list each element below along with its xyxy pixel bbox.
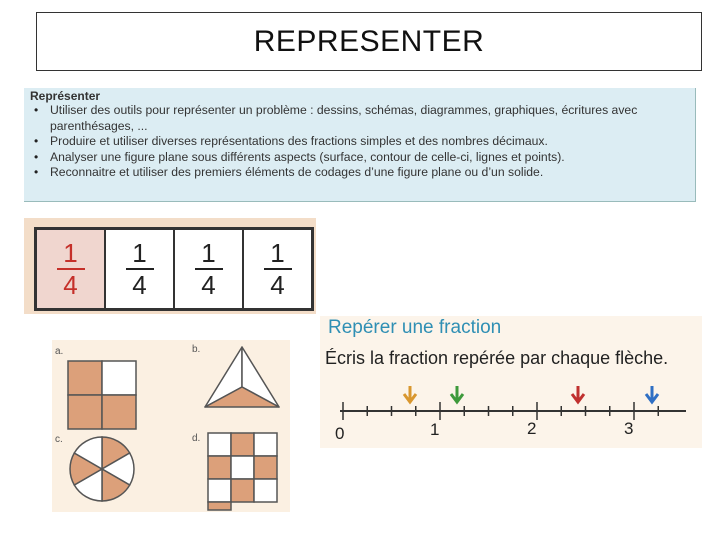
fraction-cell — [244, 230, 311, 308]
shapes-drawing — [52, 340, 290, 512]
competences-panel — [24, 88, 696, 202]
fraction-denominator: 4 — [132, 270, 147, 300]
fraction-cell-shaded — [37, 230, 106, 308]
fraction-numerator: 1 — [201, 238, 216, 268]
shapes-panel — [52, 340, 290, 512]
shape-c-circle — [70, 437, 134, 501]
number-line — [320, 316, 702, 448]
slide-title-box — [36, 12, 702, 71]
fraction-strip — [34, 227, 314, 311]
tick-label-1: 1 — [430, 420, 440, 439]
fraction-numerator: 1 — [63, 238, 78, 268]
shape-label-b: b. — [192, 344, 201, 355]
arrow-marker — [572, 386, 584, 402]
number-line-panel — [320, 316, 702, 448]
shape-label-d: d. — [192, 433, 201, 444]
competences-heading: Représenter — [30, 89, 101, 103]
shape-label-a: a. — [55, 346, 64, 357]
competence-item: • Produire et utiliser diverses représentations des fractions simples et des nombres décimaux. — [50, 134, 689, 150]
shape-label-c: c. — [55, 434, 63, 445]
fraction-numerator: 1 — [132, 238, 147, 268]
competence-item: • Reconnaitre et utiliser des premiers éléments de codages d’une figure plane ou d’un solide. — [50, 165, 689, 181]
tick-label-2: 2 — [527, 419, 537, 438]
tick-label-3: 3 — [624, 419, 634, 438]
competences-list — [30, 103, 689, 181]
fraction-denominator: 4 — [201, 270, 216, 300]
fraction-cell — [175, 230, 244, 308]
shape-b-triangle — [205, 347, 279, 407]
number-line-title: Repérer une fraction — [328, 317, 502, 338]
number-line-instruction: Écris la fraction repérée par chaque flèche. — [325, 348, 669, 368]
slide-title: REPRESENTER — [253, 24, 485, 58]
shape-d-grid — [208, 433, 277, 510]
fraction-denominator: 4 — [270, 270, 285, 300]
fraction-denominator: 4 — [63, 270, 78, 300]
competence-item: • Utiliser des outils pour représenter un problème : dessins, schémas, diagrammes, graphiques, écritures avec parenthésages, ... — [50, 103, 689, 134]
tick-label-0: 0 — [335, 424, 345, 443]
shape-a-square — [68, 361, 136, 429]
fraction-cell — [106, 230, 175, 308]
arrow-marker — [646, 386, 658, 402]
arrow-marker — [451, 386, 463, 402]
fraction-strip-panel — [24, 218, 316, 314]
fraction-numerator: 1 — [270, 238, 285, 268]
competence-item: • Analyser une figure plane sous différents aspects (surface, contour de celle-ci, lignes et points). — [50, 150, 689, 166]
arrow-marker — [404, 386, 416, 402]
